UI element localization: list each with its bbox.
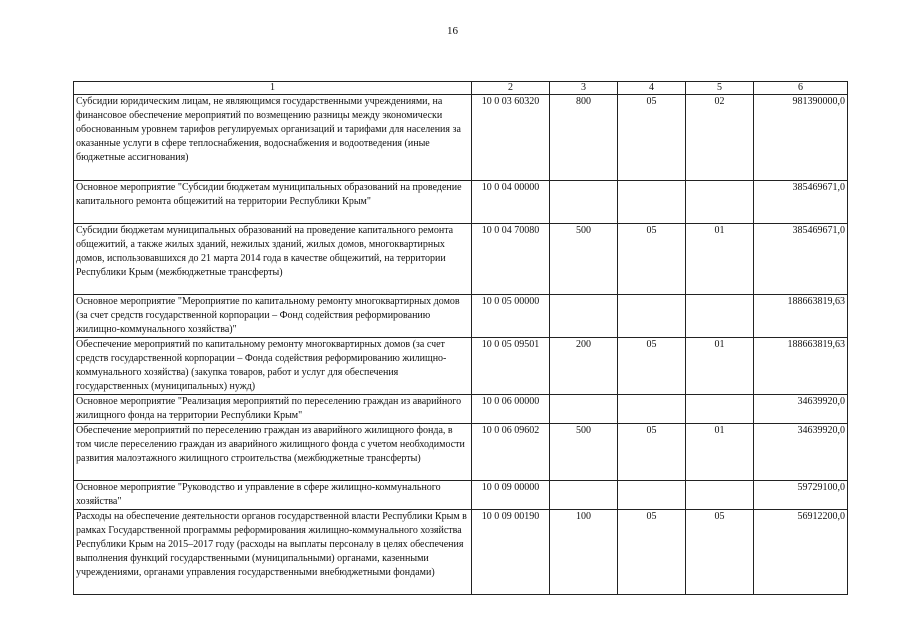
row-description: Основное мероприятие "Реализация мероприятий по переселению граждан из аварийного жилищного фонда на территории Республики Крым" <box>74 395 472 424</box>
row-amount: 385469671,0 <box>754 224 848 295</box>
row-col5: 01 <box>686 224 754 295</box>
row-description: Основное мероприятие "Субсидии бюджетам муниципальных образований на проведение капитального ремонта общежитий на территории Республики Крым" <box>74 181 472 224</box>
table-row <box>74 481 848 510</box>
budget-table <box>73 81 848 595</box>
row-description: Субсидии бюджетам муниципальных образований на проведение капитального ремонта общежитий, а также жилых зданий, нежилых зданий, жилых домов, многоквартирных домов, использовавшихся до 21 марта 2014 года в качестве общежитий, на территории Республики Крым (межбюджетные трансферты) <box>74 224 472 295</box>
row-amount: 188663819,63 <box>754 295 848 338</box>
column-header: 2 <box>472 82 550 95</box>
table-row <box>74 181 848 224</box>
row-code: 10 0 05 00000 <box>472 295 550 338</box>
row-col4 <box>618 481 686 510</box>
row-col4 <box>618 395 686 424</box>
row-col3: 200 <box>550 338 618 395</box>
row-col4: 05 <box>618 338 686 395</box>
row-description: Обеспечение мероприятий по переселению граждан из аварийного жилищного фонда, в том числе переселению граждан из аварийного жилищного фонда с учетом необходимости развития малоэтажного жилищного строительства (межбюджетные трансферты) <box>74 424 472 481</box>
column-header: 3 <box>550 82 618 95</box>
row-col4: 05 <box>618 510 686 595</box>
page-number: 16 <box>447 25 458 37</box>
row-code: 10 0 09 00190 <box>472 510 550 595</box>
row-amount: 56912200,0 <box>754 510 848 595</box>
row-amount: 34639920,0 <box>754 424 848 481</box>
row-col4: 05 <box>618 224 686 295</box>
row-code: 10 0 04 00000 <box>472 181 550 224</box>
row-col5: 01 <box>686 424 754 481</box>
table-row <box>74 338 848 395</box>
row-code: 10 0 05 09501 <box>472 338 550 395</box>
row-col5: 01 <box>686 338 754 395</box>
row-code: 10 0 09 00000 <box>472 481 550 510</box>
row-description: Основное мероприятие "Мероприятие по капитальному ремонту многоквартирных домов (за счет средств государственной корпорации – Фонд содействия реформированию жилищно-коммунального хозяйства)" <box>74 295 472 338</box>
row-col5 <box>686 181 754 224</box>
row-description: Обеспечение мероприятий по капитальному ремонту многоквартирных домов (за счет средств государственной корпорации – Фонда содействия реформированию жилищно-коммунального хозяйства) (закупка товаров, работ и услуг для обеспечения государственных (муниципальных) нужд) <box>74 338 472 395</box>
row-description: Основное мероприятие "Руководство и управление в сфере жилищно-коммунального хозяйства" <box>74 481 472 510</box>
table-row <box>74 224 848 295</box>
column-header: 4 <box>618 82 686 95</box>
row-col3: 500 <box>550 224 618 295</box>
row-amount: 981390000,0 <box>754 95 848 181</box>
row-amount: 385469671,0 <box>754 181 848 224</box>
row-col3: 100 <box>550 510 618 595</box>
row-code: 10 0 04 70080 <box>472 224 550 295</box>
row-description: Расходы на обеспечение деятельности органов государственной власти Республики Крым в рамках Государственной программы реформирования жилищно-коммунального хозяйства Республики Крым на 2015–2017 году (расходы на выплаты персоналу в целях обеспечения выполнения функций государственными (муниципальными) органами, казенными учреждениями, органами управления государственными внебюджетными фондами) <box>74 510 472 595</box>
row-col4 <box>618 295 686 338</box>
column-header: 6 <box>754 82 848 95</box>
row-col3 <box>550 481 618 510</box>
row-amount: 59729100,0 <box>754 481 848 510</box>
row-col3: 500 <box>550 424 618 481</box>
row-col5 <box>686 395 754 424</box>
row-col4: 05 <box>618 424 686 481</box>
row-description: Субсидии юридическим лицам, не являющимся государственными учреждениями, на финансовое обеспечение мероприятий по возмещению разницы между экономически обоснованным уровнем тарифов регулируемых организаций и тарифами для населения за оказанные услуги в сфере теплоснабжения, водоснабжения и водоотведения (иные бюджетные ассигнования) <box>74 95 472 181</box>
table-row <box>74 424 848 481</box>
table-header-row <box>74 82 848 95</box>
row-col5 <box>686 481 754 510</box>
row-code: 10 0 03 60320 <box>472 95 550 181</box>
row-amount: 34639920,0 <box>754 395 848 424</box>
row-col5: 05 <box>686 510 754 595</box>
row-col3 <box>550 295 618 338</box>
table-row <box>74 95 848 181</box>
column-header: 5 <box>686 82 754 95</box>
row-code: 10 0 06 09602 <box>472 424 550 481</box>
row-col5 <box>686 295 754 338</box>
row-col3 <box>550 395 618 424</box>
row-col4 <box>618 181 686 224</box>
row-code: 10 0 06 00000 <box>472 395 550 424</box>
column-header: 1 <box>74 82 472 95</box>
row-col3 <box>550 181 618 224</box>
row-col3: 800 <box>550 95 618 181</box>
row-col4: 05 <box>618 95 686 181</box>
table-row <box>74 395 848 424</box>
table-row <box>74 295 848 338</box>
row-amount: 188663819,63 <box>754 338 848 395</box>
row-col5: 02 <box>686 95 754 181</box>
table-row <box>74 510 848 595</box>
